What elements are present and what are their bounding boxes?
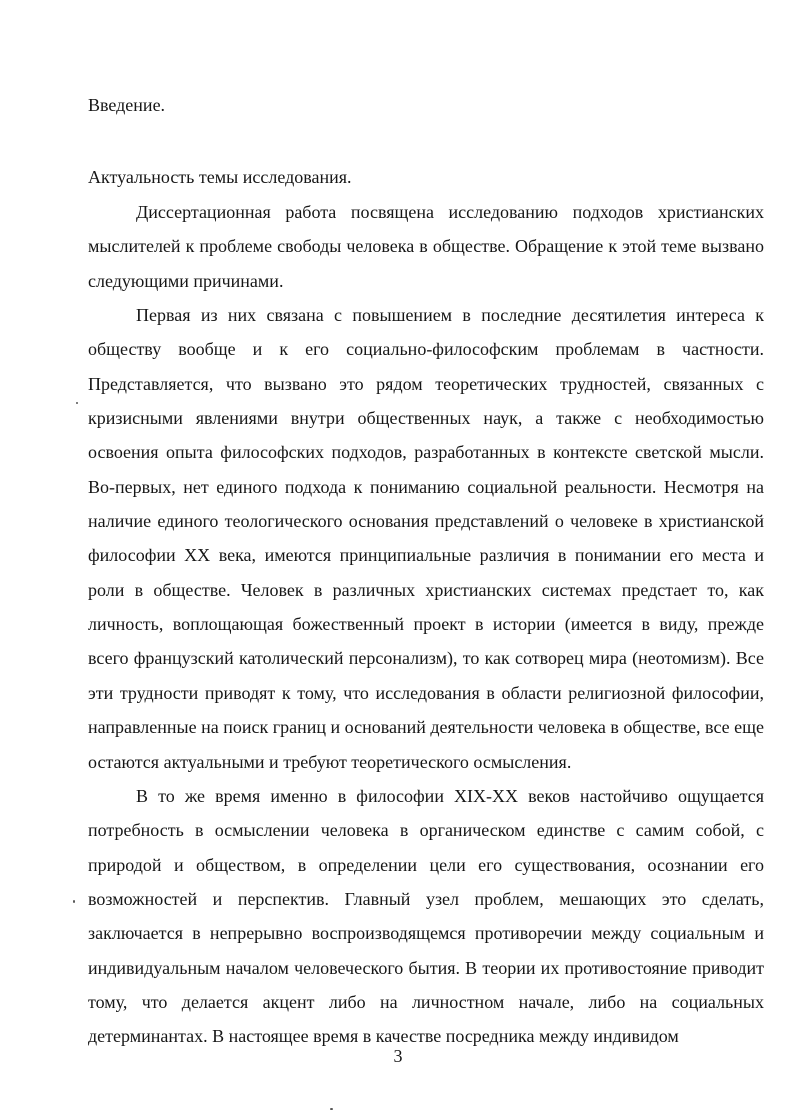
subsection-heading: Актуальность темы исследования. [88,167,352,187]
paragraph-2: Первая из них связана с повышением в последние десятилетия интереса к обществу вообще и к его социально-философским проблемам в частности. Представляется, что вызвано это рядом теоретических трудностей, связанных с кризисными явлениями внутри общественных наук, а также с необходимостью освоения опыта философских подходов, разработанных в контексте светской мысли. Во-первых, нет единого подхода к пониманию социальной реальности. Несмотря на наличие единого теологического основания представлений о человеке в христианской философии XX века, имеются принципиальные различия в понимании его места и роли в обществе. Человек в различных христианских системах предстает то, как личность, воплощающая божественный проект в истории (имеется в виду, прежде всего французский католический персонализм), то как сотворец мира (неотомизм). Все эти трудности приводят к тому, что исследования в области религиозной философии, направленные на поиск границ и оснований деятельности человека в обществе, все еще остаются актуальными и требуют теоретического осмысления. [88,305,764,772]
scan-speck [330,1108,333,1110]
page-number: 3 [393,1046,403,1066]
section-heading: Введение. [88,95,166,115]
scan-speck [73,900,75,903]
paragraph-3: В то же время именно в философии XIX-XX веков настойчиво ощущается потребность в осмыслении человека в органическом единстве с самим собой, с природой и обществом, в определении цели его существования, осознании его возможностей и перспектив. Главный узел проблем, мешающих это сделать, заключается в непрерывно воспроизводящемся противоречии между социальным и индивидуальным началом человеческого бытия. В теории их противостояние приводит тому, что делается акцент либо на личностном начале, либо на социальных детерминантах. В настоящее время в качестве посредника между индивидом [88,785,764,1047]
paragraph-1: Диссертационная работа посвящена исследованию подходов христианских мыслителей к проблеме свободы человека в обществе. Обращение к этой теме вызвано следующими причинами. [88,202,764,291]
body-text [88,195,764,1054]
scan-speck [76,402,78,404]
